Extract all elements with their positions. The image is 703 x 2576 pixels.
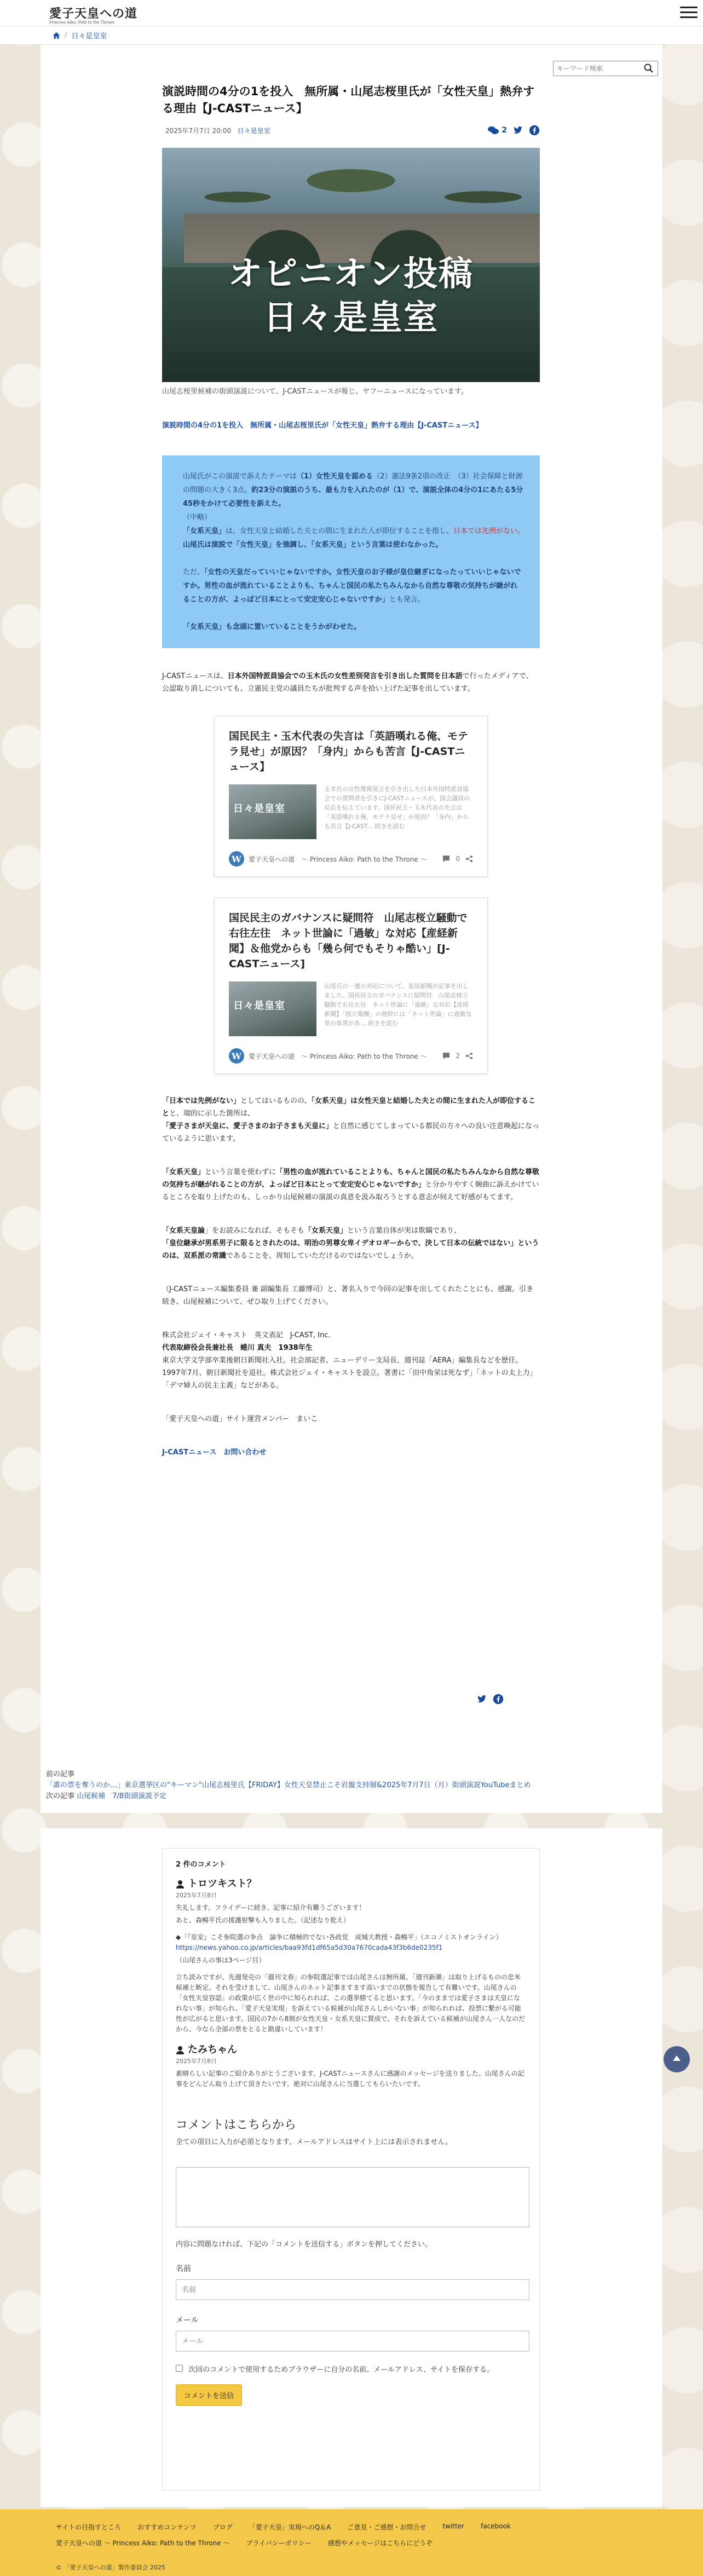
footer-facebook-link[interactable]: facebook bbox=[480, 2522, 511, 2530]
embed-thumbnail[interactable]: 日々是皇室 bbox=[229, 784, 316, 839]
footer-link[interactable]: ブログ bbox=[212, 2523, 233, 2531]
embed-comment-count: 0 bbox=[456, 855, 460, 863]
footer-link[interactable]: プライバシーポリシー bbox=[246, 2539, 312, 2547]
share-icon[interactable] bbox=[465, 855, 473, 863]
embed-site-name[interactable]: 愛子天皇への道 〜 Princess Aiko: Path to the Throne 〜 bbox=[249, 1052, 427, 1060]
embed-card[interactable] bbox=[214, 898, 488, 1074]
contact-link[interactable]: J-CASTニュース お問い合わせ bbox=[162, 1448, 267, 1457]
footer-link[interactable]: ご意見・ご感想・お問合せ bbox=[347, 2523, 427, 2531]
reply-note: 全ての項目に入力が必須となります。メールアドレスはサイト上には表示されません。 bbox=[176, 2138, 453, 2146]
breadcrumb-separator: / bbox=[65, 31, 67, 39]
embed-title[interactable]: 国民民主のガバナンスに疑問符 山尾志桜立騒動で右往左往 ネット世論に「過敏」な対応【産経新聞】＆他党からも「幾ら何でもそりゃ酷い」[J-CASTニュース] bbox=[229, 912, 468, 970]
search-icon[interactable] bbox=[643, 63, 654, 74]
facebook-share-icon[interactable] bbox=[529, 125, 540, 136]
comment-author: トロツキスト？ bbox=[188, 1878, 257, 1890]
email-label: メール bbox=[176, 2316, 199, 2325]
article-meta bbox=[162, 125, 540, 136]
arrow-up-icon bbox=[671, 2054, 682, 2065]
body-paragraph-5: （J-CASTニュース編集委員 兼 副編集長 工藤博司）と、著名入りで今回の記事を出してくれたことにも、感謝。引き続き、山尾候補について、ぜひ取り上げてください。 bbox=[162, 1285, 533, 1306]
comments-icon bbox=[488, 126, 499, 135]
body-paragraph-1: J-CASTニュースは、日本外国特派員協会での玉木氏の女性差別発言を引き出した質問を日本語で行ったメディアで、公認取り消しについても、立憲民主党の議員たちが批判する声を拾い上げた記事を出しています。 bbox=[162, 672, 533, 693]
next-post-label: 次の記事 bbox=[46, 1792, 75, 1800]
submit-comment-button[interactable]: コメントを送信 bbox=[176, 2384, 242, 2406]
post-navigation bbox=[46, 1769, 659, 1802]
next-post-link[interactable]: 山尾候補 7/8街頭演説予定 bbox=[77, 1792, 167, 1800]
comments-box bbox=[162, 1848, 540, 2491]
footer-links bbox=[0, 2509, 548, 2548]
quote-box: 山尾氏がこの演説で訴えたテーマは（1）女性天皇を認める（2）憲法9条2項の改正 （3）社会保障と財源の問題の大きく3点。約23分の演説のうち、最も力を入れたのが（1）で、演説全体の4分の1にあたる5分45秒をかけて必要性を訴えた。 （中略） 「女系天皇」は、女性天皇と結婚した夫との間に生まれた人が即位することを指し、日本では先例がない。 山尾氏は演説で「女性天皇」を強調し、「女系天皇」という言葉は使わなかった。 ただ、「女性の天皇だっていいじゃないですか。女性天皇のお子様が皇位継ぎになったっていいじゃないですか。男性の血が流れていることよりも、ちゃんと国民の私たちみんなから自然な尊敬の気持ちが継がれることの方が、よっぽど日本にとって安定安心じゃないですか」とも発言。 「女系天皇」も念頭に置いていることをうかがわせた。 bbox=[162, 455, 540, 648]
comment-link[interactable]: https://news.yahoo.co.jp/articles/baa93fd1df65a5d30a7670cada43f3b6de0235f1 bbox=[176, 1944, 443, 1951]
save-info-label: 次回のコメントで使用するためブラウザーに自分の名前、メールアドレス、サイトを保存する。 bbox=[188, 2366, 494, 2374]
footer-link[interactable]: おすすめコンテンツ bbox=[137, 2523, 197, 2531]
share-row bbox=[476, 1694, 504, 1705]
comment-item: トロツキスト？ 2025年7月8日 失礼します。フライデーに続き、記事に紹介有難うございます！ あと、森暢平氏の援護射撃も入りました。（記述なり乾え） ◆「『皇室』こそ参院選の争点 論争に積極的でない各政党 成城大教授・森暢平」（エコノミストオンライン） https://news.yahoo.co.jp/articles/baa93fd1df65a5d30a7670cada43f3b6de0235f1 （山尾さんの事は3ページ目） 立ち読みですが、先週発売の「週刊文春」の参院選記事では山尾さんは無所属、「週刊新潮」は取り上げるものの忠米候補と断定。それを受けまして、山尾さんのネット記事ますます高いまでの状態を報告して有難いです。山尾さんの「女性天皇容認」の政策が広く世の中に知られれば、この選挙勝てると思います。「今のままでは愛子さまは天皇になれない事」が知られ、「愛子天皇実現」を訴えている候補が山尾さんしかいない事」が知られれば、投票に繋がる可能性が広がると思います。国民の7から8割が女性天皇・女系天皇に賛成で、それを訴えている候補が山尾さん一人なのだから、今なら全部の票をとると勘違いしています！ bbox=[176, 1878, 526, 2033]
twitter-share-icon[interactable] bbox=[512, 125, 523, 136]
comment-bubble-icon[interactable] bbox=[442, 1052, 450, 1060]
footer-link[interactable]: サイトの目指すところ bbox=[56, 2523, 122, 2531]
scroll-to-top-button[interactable] bbox=[664, 2046, 690, 2072]
comment-item: たみちゃん 2025年7月8日 素晴らしい記事のご紹介ありがとうございます。J-CASTニュースさんに感謝のメッセージを送りました。山尾さんの記事をどんどん取り上げて頂きたいです。絶対に山尾さんに当選してもらいたいです。 bbox=[176, 2044, 526, 2089]
site-logo[interactable] bbox=[49, 4, 153, 23]
article-date: 2025年7月7日 20:00 bbox=[165, 126, 232, 135]
company-info: 株式会社ジェイ・キャスト 英文表記 J-CAST, Inc. 代表取締役会長兼社長 蜷川 真夫 1938年生 東京大学文学部卒業後朝日新聞社入社。社会部記者、ニューデリー支局長、週刊誌「AERA」編集長などを歴任。1997年7月、朝日新聞社を退社。株式会社ジェイ・キャストを設立。著書に「田中角栄は死なず」「ネットの太上力」「デマ婦人の民主主義」などがある。 bbox=[162, 1331, 537, 1390]
article bbox=[162, 83, 540, 1459]
email-field[interactable] bbox=[176, 2331, 529, 2352]
site-logo-text: 愛子天皇への道 bbox=[49, 7, 138, 21]
embed-site-name[interactable]: 愛子天皇への道 〜 Princess Aiko: Path to the Throne 〜 bbox=[249, 855, 427, 863]
prev-post-label: 前の記事 bbox=[46, 1770, 75, 1778]
footer bbox=[0, 2509, 703, 2576]
comment-bubble-icon[interactable] bbox=[442, 855, 450, 863]
save-info-checkbox[interactable] bbox=[176, 2365, 183, 2372]
share-icon[interactable] bbox=[465, 1052, 473, 1060]
embed-excerpt: 玉木氏の女性蔑視発言を引き出した日本外国特派員協会での質問者を引きにJ-CASTニュースが、国会議員の反応を伝えています。国民民主・玉木代表の失言は「英語嘆れる俺、モテラ見せ」が原因？「身内」からも苦言【J-CAST... 続きを読む bbox=[324, 785, 470, 830]
search-box bbox=[553, 61, 658, 76]
prev-post-link[interactable]: 「誰の票を奪うのか…」東京選挙区の"キーマン"山尾志桜里氏【FRIDAY】女性天皇禁止こそ岩盤支持層&2025年7月7日（月）街頭演説YouTubeまとめ bbox=[46, 1781, 531, 1789]
comment-author: たみちゃん bbox=[188, 2044, 237, 2055]
article-caption: 山尾志桜里候補の街頭演説について、J-CASTニュースが報じ、ヤフーニュースになっています。 bbox=[162, 388, 468, 396]
body-paragraph-2: 「日本では先例がない」としてはいるものの、「女系天皇」は女性天皇と結婚した夫との間に生まれた人が即位することと、端的に示した箇所は、 「愛子さまが天皇に、愛子さまのお子さまも天皇に」と自然に感じてしまっている都民の方々への良い注意喚起になっているように思います。 bbox=[162, 1097, 540, 1143]
comments-section bbox=[41, 1828, 662, 2507]
site-header bbox=[0, 0, 703, 26]
user-icon bbox=[176, 1880, 185, 1888]
footer-link[interactable]: 「愛子天皇」実現へのQ＆A bbox=[249, 2523, 331, 2531]
footer-twitter-link[interactable]: twitter bbox=[442, 2522, 464, 2530]
embed-title[interactable]: 国民民主・玉木代表の失言は「英語嘆れる俺、モテラ見せ」が原因？「身内」からも苦言【J-CASTニュース】 bbox=[229, 730, 469, 773]
comment-count-link[interactable] bbox=[488, 126, 507, 135]
menu-hamburger-icon[interactable] bbox=[680, 7, 698, 21]
name-label: 名前 bbox=[176, 2265, 191, 2273]
comment-date[interactable]: 2025年7月8日 bbox=[176, 1892, 217, 1899]
user-icon bbox=[176, 2046, 185, 2054]
comment-form bbox=[176, 2116, 526, 2406]
hero-image bbox=[162, 148, 540, 382]
site-logo-subtitle: Princess Aiko: Path to the Throne bbox=[49, 20, 115, 25]
form-instruction: 内容に問題なければ、下記の「コメントを送信する」ボタンを押してください。 bbox=[176, 2240, 433, 2249]
wordpress-icon: W bbox=[229, 851, 244, 867]
footer-link[interactable]: 愛子天皇への道 〜 Princess Aiko: Path to the Throne 〜 bbox=[56, 2539, 230, 2547]
copyright: © 「愛子天皇への道」製作委員会 2025 bbox=[56, 2564, 165, 2571]
embed-excerpt: 山尾氏の一連の対応について、産経新聞が記事を出しました。国民民主のガバナンスに疑問符 山尾志桜立騒動で右往左往 ネット世論に「過敏」な対応【産経新聞】「国立報酬」の他幹には「ネット世論」に過敏な党の体質があ... 続きを読む bbox=[324, 983, 472, 1027]
embed-thumbnail[interactable]: 日々是皇室 bbox=[229, 981, 316, 1036]
home-icon[interactable] bbox=[53, 32, 60, 39]
comments-count: 2 件のコメント bbox=[176, 1861, 226, 1869]
comment-date[interactable]: 2025年7月8日 bbox=[176, 2058, 217, 2065]
facebook-share-icon[interactable] bbox=[493, 1694, 504, 1705]
comment-count: 2 bbox=[502, 126, 507, 135]
signature: 「愛子天皇への道」サイト運営メンバー まいこ bbox=[162, 1415, 318, 1423]
name-field[interactable] bbox=[176, 2279, 529, 2300]
body-paragraph-4: 「女系天皇論」をお読みになれば、そもそも「女系天皇」という言葉自体が実は欺瞞であり、 「皇位継承が男系男子に限るとされたのは、明治の男尊女卑イデオロギーからで、決して日本の伝統ではない」というのは、双系派の常識であることを、周知していただけるのではないでしょうか。 bbox=[162, 1227, 539, 1260]
article-category-link[interactable]: 日々是皇室 bbox=[237, 126, 270, 135]
comment-textarea[interactable] bbox=[176, 2167, 529, 2227]
main-content bbox=[41, 45, 662, 1813]
twitter-share-icon[interactable] bbox=[476, 1694, 487, 1705]
source-article-link[interactable]: 演説時間の4分の1を投入 無所属・山尾志桜里氏が「女性天皇」熱弁する理由【J-CASTニュース】 bbox=[162, 421, 483, 430]
breadcrumb bbox=[0, 26, 703, 45]
hero-overlay-title: オピニオン投稿 日々是皇室 bbox=[228, 253, 474, 337]
search-input[interactable] bbox=[554, 62, 641, 75]
embed-card[interactable] bbox=[214, 716, 488, 877]
footer-link[interactable]: 感想やメッセージはこちらにどうぞ bbox=[327, 2539, 433, 2547]
body-paragraph-3: 「女系天皇」という言葉を使わずに「男性の血が流れていることよりも、ちゃんと国民の私たちみんなから自然な尊敬の気持ちが継がれることの方が、よっぽど日本にとって安定安心じゃないですか」と分かりやすく婉曲に訴えかけているところを取り上げたのも、しっかり山尾候補の演説の真意を汲み取ろうとする意志が伺えて好感がもてます。 bbox=[162, 1168, 540, 1202]
wordpress-icon: W bbox=[229, 1048, 244, 1064]
reply-title: コメントはこちらから bbox=[176, 2118, 297, 2132]
breadcrumb-category-link[interactable]: 日々是皇室 bbox=[71, 32, 107, 41]
article-title: 演説時間の4分の1を投入 無所属・山尾志桜里氏が「女性天皇」熱弁する理由【J-CASTニュース】 bbox=[162, 85, 535, 115]
embed-comment-count: 2 bbox=[456, 1052, 460, 1060]
